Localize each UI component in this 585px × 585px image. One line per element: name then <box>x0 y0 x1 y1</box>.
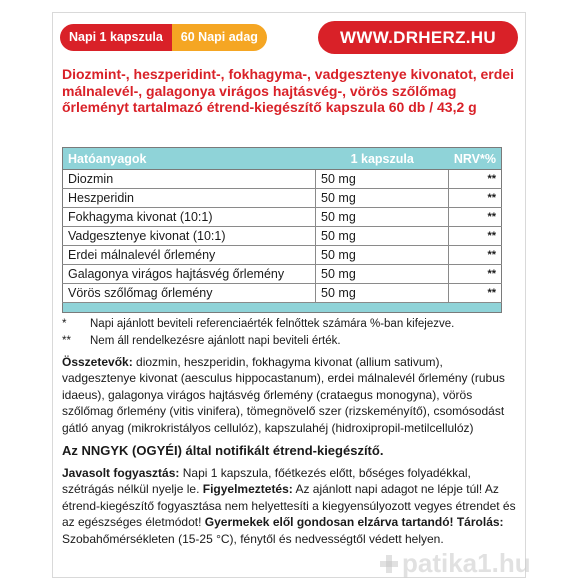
header-nrv: NRV*% <box>449 148 502 170</box>
header-per-capsule: 1 kapszula <box>316 148 449 170</box>
footnote-mark: ** <box>62 335 71 347</box>
usage-label: Javasolt fogyasztás: <box>62 466 180 480</box>
ingredient-nrv: ** <box>449 246 502 265</box>
notification-statement: Az NNGYK (OGYÉI) által notifikált étrend-kiegészítő. <box>62 443 384 458</box>
footnote-text: Nem áll rendelkezésre ajánlott napi beviteli érték. <box>90 335 341 347</box>
ingredient-amount: 50 mg <box>316 170 449 189</box>
watermark <box>380 548 531 579</box>
dosage-bar <box>60 24 267 51</box>
header-ingredients: Hatóanyagok <box>63 148 316 170</box>
usage-paragraph <box>62 465 518 547</box>
pharmacy-cross-icon <box>380 555 398 573</box>
watermark-text: patika1.hu <box>402 548 531 578</box>
warning-label: Figyelmeztetés: <box>202 482 293 497</box>
storage-label: Tárolás: <box>453 515 504 530</box>
children-warning: Gyermekek elől gondosan elzárva tartandó! <box>204 515 454 530</box>
ingredient-amount: 50 mg <box>316 189 449 208</box>
ingredient-nrv: ** <box>449 265 502 284</box>
ingredient-name: Erdei málnalevél őrlemény <box>63 246 316 265</box>
usage-text: Napi 1 kapszula, főétkezés előtt, bőséges folyadékkal, szétrágás nélkül nyelje le. <box>62 466 471 497</box>
ingredient-nrv: ** <box>449 227 502 246</box>
ingredient-amount: 50 mg <box>316 284 449 303</box>
website-badge: WWW.DRHERZ.HU <box>318 21 518 54</box>
storage-text: Szobahőmérsékleten (15-25 °C), fénytől és nedvességtől védett helyen. <box>62 531 444 546</box>
ingredient-name: Fokhagyma kivonat (10:1) <box>63 208 316 227</box>
ingredients-label: Összetevők: <box>62 355 133 369</box>
ingredient-amount: 50 mg <box>316 227 449 246</box>
ingredient-nrv: ** <box>449 208 502 227</box>
ingredient-name: Galagonya virágos hajtásvég őrlemény <box>63 265 316 284</box>
table-row <box>63 189 502 208</box>
ingredient-name: Vadgesztenye kivonat (10:1) <box>63 227 316 246</box>
table-header-row <box>63 148 502 170</box>
ingredient-name: Vörös szőlőmag őrlemény <box>63 284 316 303</box>
ingredients-text: diozmin, heszperidin, fokhagyma kivonat (allium sativum), vadgesztenye kivonat (aesculus hippocastanum), erdei málnalevél őrlemény (rubus idaeus), galagonya virágos hajtásvég őrlemény (crataegus monogyna), vörös szőlőmag őrlemény (vitis vinifera), tömegnövelő szer (rizskeményítő), csomósodást gátló anyag (mikrokristályos cellulóz), kapszulahéj (hidroxipropil-metilcellulóz) <box>62 355 505 435</box>
table-footer-band <box>63 303 502 313</box>
table-row <box>63 208 502 227</box>
ingredient-amount: 50 mg <box>316 208 449 227</box>
ingredient-nrv: ** <box>449 189 502 208</box>
ingredient-amount: 50 mg <box>316 265 449 284</box>
footnote-mark: * <box>62 318 67 330</box>
footnotes <box>62 316 518 350</box>
warning-text: Az ajánlott napi adagot ne lépje túl! Az étrend-kiegészítő fogyasztása nem helyettesíti a kiegyensúlyozott vegyes étrendet és az egészséges életmódot! <box>62 482 516 530</box>
daily-dose-pill: Napi 1 kapszula <box>60 24 172 51</box>
ingredient-nrv: ** <box>449 170 502 189</box>
table-row <box>63 170 502 189</box>
footnote-text: Napi ajánlott beviteli referenciaérték felnőttek számára %-ban kifejezve. <box>90 318 455 330</box>
servings-pill: 60 Napi adag <box>172 24 267 51</box>
table-row <box>63 265 502 284</box>
ingredient-name: Heszperidin <box>63 189 316 208</box>
product-title: Diozmint-, heszperidint-, fokhagyma-, vadgesztenye kivonatot, erdei málnalevél-, galagonya virágos hajtásvég-, vörös szőlőmag őrleményt tartalmazó étrend-kiegészítő kapszula 60 db / 43,2 g <box>62 66 514 115</box>
ingredient-name: Diozmin <box>63 170 316 189</box>
ingredient-amount: 50 mg <box>316 246 449 265</box>
ingredients-paragraph <box>62 354 518 436</box>
active-ingredients-table <box>62 147 502 313</box>
footnote <box>62 316 518 333</box>
table-row <box>63 284 502 303</box>
footnote <box>62 333 518 350</box>
table-row <box>63 227 502 246</box>
table-row <box>63 246 502 265</box>
ingredient-nrv: ** <box>449 284 502 303</box>
